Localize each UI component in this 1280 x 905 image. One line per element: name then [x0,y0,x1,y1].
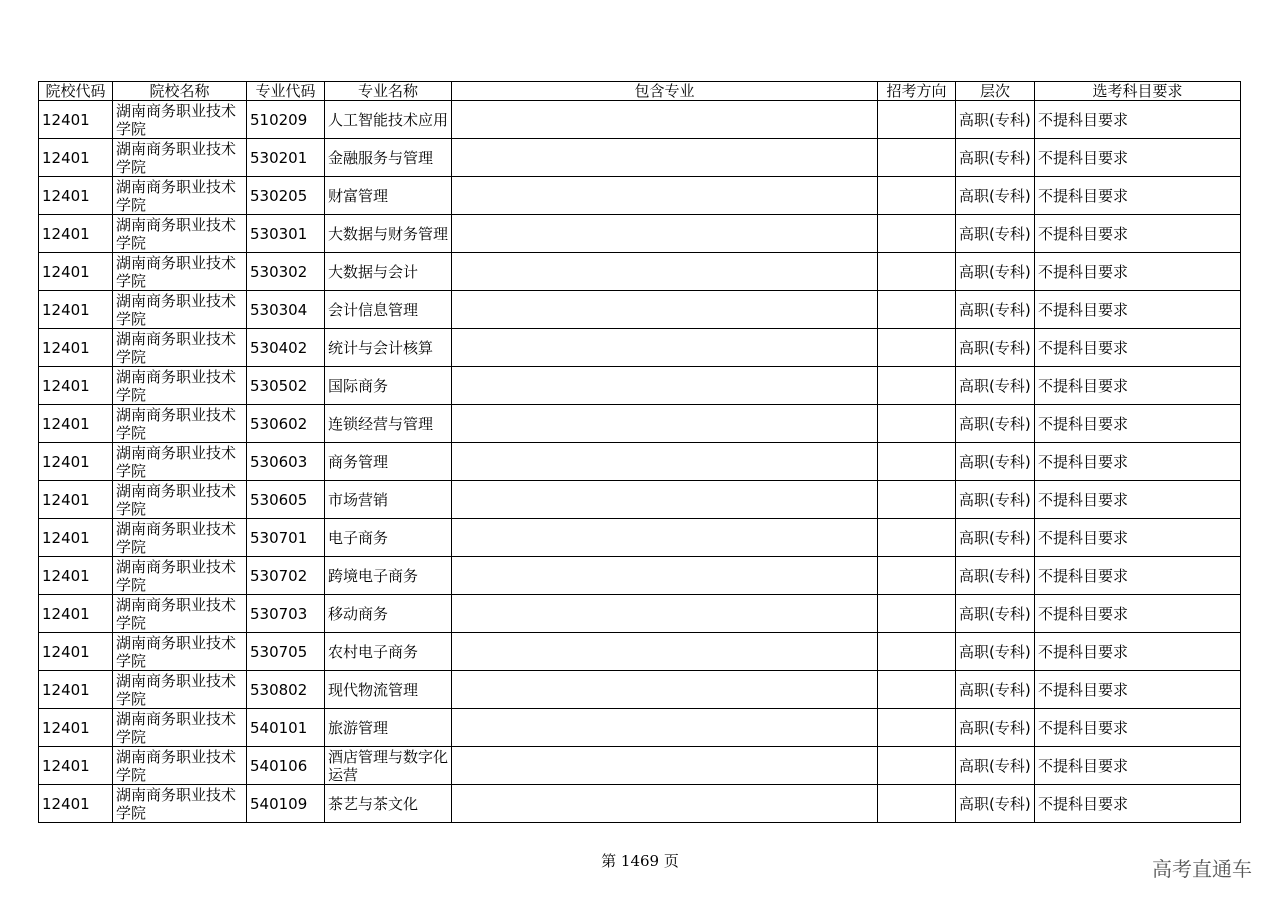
cell-direction [878,671,956,709]
cell-major-name: 会计信息管理 [325,291,452,329]
cell-direction [878,481,956,519]
cell-major-code: 530703 [247,595,325,633]
cell-direction [878,329,956,367]
cell-level: 高职(专科) [956,367,1035,405]
cell-level: 高职(专科) [956,405,1035,443]
cell-school-name: 湖南商务职业技术学院 [113,139,247,177]
cell-subject-requirement: 不提科目要求 [1035,291,1241,329]
table-row [39,291,1241,329]
cell-school-name: 湖南商务职业技术学院 [113,215,247,253]
table-body [39,101,1241,823]
cell-direction [878,405,956,443]
cell-included-majors [452,405,878,443]
cell-school-code: 12401 [39,747,113,785]
cell-school-name: 湖南商务职业技术学院 [113,291,247,329]
cell-school-name: 湖南商务职业技术学院 [113,443,247,481]
cell-major-code: 530201 [247,139,325,177]
cell-included-majors [452,633,878,671]
cell-direction [878,519,956,557]
cell-direction [878,101,956,139]
cell-level: 高职(专科) [956,291,1035,329]
cell-major-code: 540106 [247,747,325,785]
header-major-code: 专业代码 [247,82,325,101]
cell-subject-requirement: 不提科目要求 [1035,747,1241,785]
cell-included-majors [452,481,878,519]
table-row [39,139,1241,177]
cell-direction [878,139,956,177]
cell-included-majors [452,785,878,823]
cell-level: 高职(专科) [956,481,1035,519]
cell-school-code: 12401 [39,215,113,253]
table-row [39,329,1241,367]
cell-subject-requirement: 不提科目要求 [1035,139,1241,177]
cell-direction [878,557,956,595]
cell-major-name: 大数据与会计 [325,253,452,291]
header-level: 层次 [956,82,1035,101]
cell-major-code: 530603 [247,443,325,481]
cell-school-name: 湖南商务职业技术学院 [113,595,247,633]
cell-school-name: 湖南商务职业技术学院 [113,101,247,139]
cell-major-code: 530301 [247,215,325,253]
cell-major-name: 茶艺与茶文化 [325,785,452,823]
table-row [39,215,1241,253]
cell-subject-requirement: 不提科目要求 [1035,215,1241,253]
cell-major-name: 电子商务 [325,519,452,557]
cell-direction [878,253,956,291]
cell-school-code: 12401 [39,253,113,291]
header-row [39,82,1241,101]
cell-school-code: 12401 [39,291,113,329]
cell-major-code: 530302 [247,253,325,291]
table-row [39,747,1241,785]
table-row [39,481,1241,519]
cell-school-code: 12401 [39,481,113,519]
cell-included-majors [452,443,878,481]
cell-direction [878,177,956,215]
cell-included-majors [452,671,878,709]
header-included-majors: 包含专业 [452,82,878,101]
cell-major-name: 统计与会计核算 [325,329,452,367]
cell-direction [878,367,956,405]
cell-level: 高职(专科) [956,785,1035,823]
cell-major-code: 530701 [247,519,325,557]
cell-level: 高职(专科) [956,253,1035,291]
cell-subject-requirement: 不提科目要求 [1035,101,1241,139]
cell-school-code: 12401 [39,405,113,443]
cell-school-name: 湖南商务职业技术学院 [113,481,247,519]
header-direction: 招考方向 [878,82,956,101]
cell-school-name: 湖南商务职业技术学院 [113,633,247,671]
cell-major-name: 现代物流管理 [325,671,452,709]
cell-level: 高职(专科) [956,443,1035,481]
cell-direction [878,747,956,785]
header-subject-requirement: 选考科目要求 [1035,82,1241,101]
table-row [39,253,1241,291]
cell-included-majors [452,747,878,785]
header-school-name: 院校名称 [113,82,247,101]
table-row [39,405,1241,443]
cell-major-name: 国际商务 [325,367,452,405]
cell-included-majors [452,215,878,253]
cell-major-name: 跨境电子商务 [325,557,452,595]
cell-level: 高职(专科) [956,747,1035,785]
cell-level: 高职(专科) [956,101,1035,139]
cell-major-code: 530605 [247,481,325,519]
cell-school-name: 湖南商务职业技术学院 [113,405,247,443]
cell-school-code: 12401 [39,785,113,823]
header-school-code: 院校代码 [39,82,113,101]
cell-level: 高职(专科) [956,519,1035,557]
cell-subject-requirement: 不提科目要求 [1035,253,1241,291]
cell-major-name: 连锁经营与管理 [325,405,452,443]
cell-major-code: 510209 [247,101,325,139]
cell-subject-requirement: 不提科目要求 [1035,633,1241,671]
cell-direction [878,633,956,671]
table-row [39,785,1241,823]
cell-level: 高职(专科) [956,177,1035,215]
cell-major-name: 商务管理 [325,443,452,481]
page-number: 第 1469 页 [601,852,679,870]
cell-major-code: 530702 [247,557,325,595]
cell-school-code: 12401 [39,671,113,709]
cell-subject-requirement: 不提科目要求 [1035,367,1241,405]
cell-direction [878,709,956,747]
watermark: 高考直通车 [1152,857,1252,881]
cell-major-code: 530705 [247,633,325,671]
cell-school-code: 12401 [39,595,113,633]
cell-subject-requirement: 不提科目要求 [1035,595,1241,633]
cell-school-name: 湖南商务职业技术学院 [113,367,247,405]
table-row [39,633,1241,671]
cell-school-name: 湖南商务职业技术学院 [113,671,247,709]
cell-school-name: 湖南商务职业技术学院 [113,519,247,557]
cell-school-code: 12401 [39,329,113,367]
cell-school-code: 12401 [39,177,113,215]
cell-major-code: 530304 [247,291,325,329]
cell-included-majors [452,177,878,215]
cell-major-code: 540109 [247,785,325,823]
cell-subject-requirement: 不提科目要求 [1035,481,1241,519]
cell-school-code: 12401 [39,709,113,747]
cell-school-name: 湖南商务职业技术学院 [113,785,247,823]
cell-subject-requirement: 不提科目要求 [1035,557,1241,595]
cell-direction [878,291,956,329]
cell-level: 高职(专科) [956,671,1035,709]
table-row [39,443,1241,481]
table-row [39,595,1241,633]
cell-major-name: 人工智能技术应用 [325,101,452,139]
cell-subject-requirement: 不提科目要求 [1035,785,1241,823]
cell-subject-requirement: 不提科目要求 [1035,177,1241,215]
cell-school-name: 湖南商务职业技术学院 [113,253,247,291]
cell-level: 高职(专科) [956,709,1035,747]
cell-major-name: 酒店管理与数字化运营 [325,747,452,785]
table-row [39,519,1241,557]
cell-major-name: 旅游管理 [325,709,452,747]
cell-included-majors [452,557,878,595]
cell-school-name: 湖南商务职业技术学院 [113,709,247,747]
cell-school-code: 12401 [39,633,113,671]
cell-included-majors [452,139,878,177]
cell-direction [878,215,956,253]
cell-subject-requirement: 不提科目要求 [1035,709,1241,747]
cell-school-name: 湖南商务职业技术学院 [113,177,247,215]
cell-school-code: 12401 [39,139,113,177]
cell-school-code: 12401 [39,101,113,139]
cell-school-name: 湖南商务职业技术学院 [113,329,247,367]
table-row [39,177,1241,215]
cell-subject-requirement: 不提科目要求 [1035,329,1241,367]
cell-major-name: 市场营销 [325,481,452,519]
cell-level: 高职(专科) [956,215,1035,253]
cell-included-majors [452,253,878,291]
cell-major-code: 540101 [247,709,325,747]
table-row [39,709,1241,747]
cell-school-name: 湖南商务职业技术学院 [113,747,247,785]
cell-school-code: 12401 [39,443,113,481]
cell-included-majors [452,329,878,367]
cell-school-code: 12401 [39,519,113,557]
cell-major-code: 530602 [247,405,325,443]
cell-subject-requirement: 不提科目要求 [1035,443,1241,481]
table-row [39,557,1241,595]
cell-direction [878,785,956,823]
cell-subject-requirement: 不提科目要求 [1035,405,1241,443]
cell-included-majors [452,595,878,633]
admission-table [38,81,1241,823]
cell-included-majors [452,101,878,139]
header-major-name: 专业名称 [325,82,452,101]
cell-school-code: 12401 [39,367,113,405]
cell-included-majors [452,709,878,747]
cell-subject-requirement: 不提科目要求 [1035,671,1241,709]
cell-subject-requirement: 不提科目要求 [1035,519,1241,557]
cell-major-code: 530802 [247,671,325,709]
cell-level: 高职(专科) [956,329,1035,367]
table-row [39,671,1241,709]
cell-major-code: 530205 [247,177,325,215]
cell-major-name: 农村电子商务 [325,633,452,671]
cell-direction [878,595,956,633]
cell-major-code: 530502 [247,367,325,405]
cell-school-name: 湖南商务职业技术学院 [113,557,247,595]
cell-level: 高职(专科) [956,633,1035,671]
cell-included-majors [452,291,878,329]
cell-included-majors [452,367,878,405]
cell-major-name: 财富管理 [325,177,452,215]
cell-major-name: 大数据与财务管理 [325,215,452,253]
cell-direction [878,443,956,481]
cell-level: 高职(专科) [956,139,1035,177]
cell-school-code: 12401 [39,557,113,595]
cell-major-name: 金融服务与管理 [325,139,452,177]
cell-major-name: 移动商务 [325,595,452,633]
cell-level: 高职(专科) [956,557,1035,595]
cell-level: 高职(专科) [956,595,1035,633]
cell-major-code: 530402 [247,329,325,367]
cell-included-majors [452,519,878,557]
table-row [39,101,1241,139]
table-row [39,367,1241,405]
